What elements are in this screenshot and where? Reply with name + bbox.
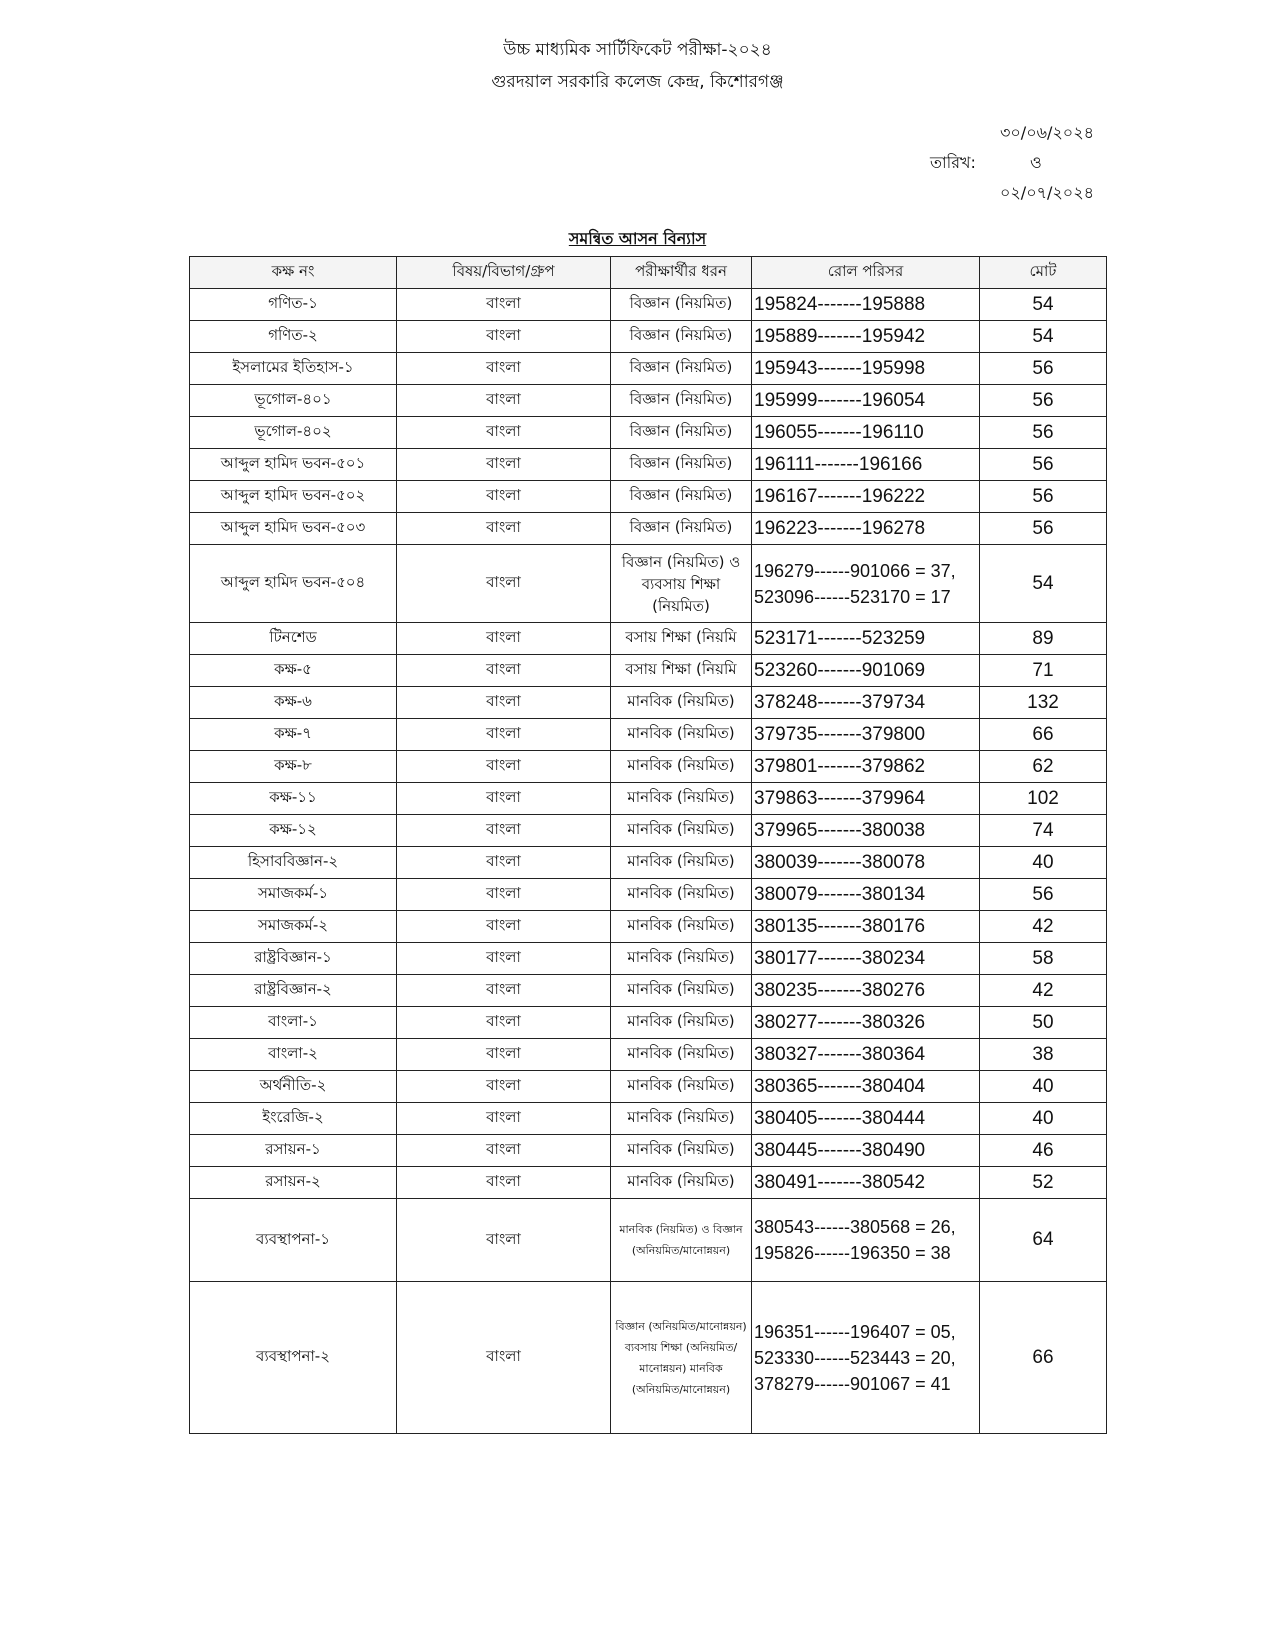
header-roll-range: রোল পরিসর <box>752 257 980 289</box>
total-cell: 56 <box>980 417 1107 449</box>
total-cell: 42 <box>980 975 1107 1007</box>
subject-cell: বাংলা <box>397 1199 611 1282</box>
subject-cell: বাংলা <box>397 911 611 943</box>
type-cell: মানবিক (নিয়মিত) <box>611 1103 752 1135</box>
room-cell: ভূগোল-৪০২ <box>190 417 397 449</box>
room-cell: রসায়ন-১ <box>190 1135 397 1167</box>
roll-cell: 380039-------380078 <box>752 847 980 879</box>
table-row <box>190 449 1107 481</box>
total-cell: 66 <box>980 719 1107 751</box>
table-row <box>190 545 1107 623</box>
total-cell: 89 <box>980 623 1107 655</box>
table-row <box>190 1007 1107 1039</box>
table-title <box>0 226 1275 253</box>
total-cell: 40 <box>980 847 1107 879</box>
roll-cell: 523260-------901069 <box>752 655 980 687</box>
header-room: কক্ষ নং <box>190 257 397 289</box>
room-cell: রাষ্ট্রবিজ্ঞান-২ <box>190 975 397 1007</box>
room-cell: ইসলামের ইতিহাস-১ <box>190 353 397 385</box>
roll-cell: 380135-------380176 <box>752 911 980 943</box>
roll-cell: 196111-------196166 <box>752 449 980 481</box>
roll-cell: 195824-------195888 <box>752 289 980 321</box>
roll-cell: 196351------196407 = 05, 523330------523443 = 20, 378279------901067 = 41 <box>752 1282 980 1434</box>
date-block <box>900 120 1100 200</box>
table-row <box>190 975 1107 1007</box>
roll-cell: 523171-------523259 <box>752 623 980 655</box>
type-cell: বসায় শিক্ষা (নিয়মি <box>611 655 752 687</box>
room-cell: গণিত-২ <box>190 321 397 353</box>
subject-cell: বাংলা <box>397 1282 611 1434</box>
total-cell: 42 <box>980 911 1107 943</box>
roll-cell: 196055-------196110 <box>752 417 980 449</box>
subject-cell: বাংলা <box>397 1007 611 1039</box>
total-cell: 52 <box>980 1167 1107 1199</box>
table-row <box>190 1135 1107 1167</box>
table-row <box>190 879 1107 911</box>
total-cell: 54 <box>980 321 1107 353</box>
room-cell: আব্দুল হামিদ ভবন-৫০২ <box>190 481 397 513</box>
subject-cell: বাংলা <box>397 751 611 783</box>
table-row <box>190 911 1107 943</box>
date-first: ৩০/০৬/২০২৪ <box>1000 123 1094 142</box>
type-cell: মানবিক (নিয়মিত) <box>611 783 752 815</box>
total-cell: 56 <box>980 481 1107 513</box>
total-cell: 40 <box>980 1071 1107 1103</box>
type-cell: মানবিক (নিয়মিত) <box>611 687 752 719</box>
room-cell: ব্যবস্থাপনা-২ <box>190 1282 397 1434</box>
total-cell: 132 <box>980 687 1107 719</box>
total-cell: 62 <box>980 751 1107 783</box>
roll-cell: 196279------901066 = 37, 523096------523170 = 17 <box>752 545 980 623</box>
room-cell: বাংলা-২ <box>190 1039 397 1071</box>
table-row <box>190 417 1107 449</box>
subject-cell: বাংলা <box>397 719 611 751</box>
subject-cell: বাংলা <box>397 1103 611 1135</box>
exam-title: উচ্চ মাধ্যমিক সার্টিফিকেট পরীক্ষা-২০২৪ <box>503 40 772 60</box>
type-cell: মানবিক (নিয়মিত) <box>611 879 752 911</box>
subject-cell: বাংলা <box>397 289 611 321</box>
roll-cell: 380235-------380276 <box>752 975 980 1007</box>
room-cell: সমাজকর্ম-২ <box>190 911 397 943</box>
table-row <box>190 687 1107 719</box>
total-cell: 56 <box>980 353 1107 385</box>
table-header-row <box>190 257 1107 289</box>
table-row <box>190 1167 1107 1199</box>
type-cell: মানবিক (নিয়মিত) <box>611 1135 752 1167</box>
document-header <box>0 36 1275 96</box>
room-cell: টিনশেড <box>190 623 397 655</box>
roll-cell: 379801-------379862 <box>752 751 980 783</box>
type-cell: বিজ্ঞান (নিয়মিত) <box>611 321 752 353</box>
room-cell: সমাজকর্ম-১ <box>190 879 397 911</box>
table-row <box>190 751 1107 783</box>
subject-cell: বাংলা <box>397 783 611 815</box>
type-cell: বসায় শিক্ষা (নিয়মি <box>611 623 752 655</box>
date-conjunction: ও <box>1030 153 1042 172</box>
roll-cell: 378248-------379734 <box>752 687 980 719</box>
type-cell: মানবিক (নিয়মিত) <box>611 1167 752 1199</box>
roll-cell: 195999-------196054 <box>752 385 980 417</box>
type-cell: বিজ্ঞান (নিয়মিত) <box>611 417 752 449</box>
total-cell: 38 <box>980 1039 1107 1071</box>
room-cell: অর্থনীতি-২ <box>190 1071 397 1103</box>
total-cell: 46 <box>980 1135 1107 1167</box>
subject-cell: বাংলা <box>397 513 611 545</box>
subject-cell: বাংলা <box>397 815 611 847</box>
type-cell: বিজ্ঞান (নিয়মিত) ও ব্যবসায় শিক্ষা (নিয়মিত) <box>611 545 752 623</box>
subject-cell: বাংলা <box>397 975 611 1007</box>
roll-cell: 380177-------380234 <box>752 943 980 975</box>
type-cell: মানবিক (নিয়মিত) <box>611 1071 752 1103</box>
type-cell: বিজ্ঞান (নিয়মিত) <box>611 513 752 545</box>
subject-cell: বাংলা <box>397 321 611 353</box>
room-cell: ব্যবস্থাপনা-১ <box>190 1199 397 1282</box>
table-row <box>190 1071 1107 1103</box>
room-cell: আব্দুল হামিদ ভবন-৫০৩ <box>190 513 397 545</box>
center-name: গুরদয়াল সরকারি কলেজ কেন্দ্র, কিশোরগঞ্জ <box>491 72 784 92</box>
room-cell: ভূগোল-৪০১ <box>190 385 397 417</box>
type-cell: মানবিক (নিয়মিত) <box>611 1007 752 1039</box>
roll-cell: 196167-------196222 <box>752 481 980 513</box>
roll-cell: 195889-------195942 <box>752 321 980 353</box>
total-cell: 56 <box>980 513 1107 545</box>
subject-cell: বাংলা <box>397 1071 611 1103</box>
seat-plan-table <box>189 256 1107 1434</box>
date-second: ০২/০৭/২০২৪ <box>1000 183 1094 202</box>
subject-cell: বাংলা <box>397 385 611 417</box>
subject-cell: বাংলা <box>397 943 611 975</box>
type-cell: মানবিক (নিয়মিত) <box>611 719 752 751</box>
table-row <box>190 719 1107 751</box>
room-cell: কক্ষ-১১ <box>190 783 397 815</box>
roll-cell: 380405-------380444 <box>752 1103 980 1135</box>
type-cell: মানবিক (নিয়মিত) <box>611 975 752 1007</box>
table-title-text: সমন্বিত আসন বিন্যাস <box>568 229 707 248</box>
roll-cell: 379863-------379964 <box>752 783 980 815</box>
table-row <box>190 1103 1107 1135</box>
room-cell: হিসাববিজ্ঞান-২ <box>190 847 397 879</box>
roll-cell: 380543------380568 = 26, 195826------196350 = 38 <box>752 1199 980 1282</box>
total-cell: 64 <box>980 1199 1107 1282</box>
room-cell: কক্ষ-৮ <box>190 751 397 783</box>
header-total: মোট <box>980 257 1107 289</box>
date-label: তারিখ: <box>930 153 976 172</box>
roll-cell: 379965-------380038 <box>752 815 980 847</box>
total-cell: 56 <box>980 879 1107 911</box>
subject-cell: বাংলা <box>397 417 611 449</box>
room-cell: ইংরেজি-২ <box>190 1103 397 1135</box>
room-cell: গণিত-১ <box>190 289 397 321</box>
roll-cell: 196223-------196278 <box>752 513 980 545</box>
type-cell: মানবিক (নিয়মিত) <box>611 943 752 975</box>
total-cell: 50 <box>980 1007 1107 1039</box>
table-row <box>190 385 1107 417</box>
table-row <box>190 1199 1107 1282</box>
table-row <box>190 847 1107 879</box>
total-cell: 58 <box>980 943 1107 975</box>
roll-cell: 380491-------380542 <box>752 1167 980 1199</box>
roll-cell: 380365-------380404 <box>752 1071 980 1103</box>
subject-cell: বাংলা <box>397 623 611 655</box>
table-row <box>190 321 1107 353</box>
table-row <box>190 655 1107 687</box>
total-cell: 40 <box>980 1103 1107 1135</box>
table-row <box>190 783 1107 815</box>
table-row <box>190 289 1107 321</box>
subject-cell: বাংলা <box>397 1039 611 1071</box>
total-cell: 56 <box>980 449 1107 481</box>
table-row <box>190 513 1107 545</box>
roll-cell: 380277-------380326 <box>752 1007 980 1039</box>
roll-cell: 380445-------380490 <box>752 1135 980 1167</box>
roll-cell: 380079-------380134 <box>752 879 980 911</box>
type-cell: বিজ্ঞান (নিয়মিত) <box>611 385 752 417</box>
subject-cell: বাংলা <box>397 1167 611 1199</box>
total-cell: 71 <box>980 655 1107 687</box>
subject-cell: বাংলা <box>397 879 611 911</box>
type-cell: বিজ্ঞান (নিয়মিত) <box>611 289 752 321</box>
type-cell: বিজ্ঞান (অনিয়মিত/মানোন্নয়ন) ব্যবসায় শিক্ষা (অনিয়মিত/মানোন্নয়ন) মানবিক (অনিয়মিত/মানোন্নয়ন) <box>611 1282 752 1434</box>
table-row <box>190 481 1107 513</box>
subject-cell: বাংলা <box>397 1135 611 1167</box>
table-row <box>190 623 1107 655</box>
subject-cell: বাংলা <box>397 449 611 481</box>
type-cell: মানবিক (নিয়মিত) <box>611 751 752 783</box>
room-cell: রাষ্ট্রবিজ্ঞান-১ <box>190 943 397 975</box>
table-row <box>190 815 1107 847</box>
total-cell: 54 <box>980 289 1107 321</box>
type-cell: মানবিক (নিয়মিত) <box>611 1039 752 1071</box>
subject-cell: বাংলা <box>397 353 611 385</box>
type-cell: মানবিক (নিয়মিত) <box>611 815 752 847</box>
table-row <box>190 1039 1107 1071</box>
type-cell: বিজ্ঞান (নিয়মিত) <box>611 449 752 481</box>
room-cell: আব্দুল হামিদ ভবন-৫০১ <box>190 449 397 481</box>
total-cell: 56 <box>980 385 1107 417</box>
room-cell: রসায়ন-২ <box>190 1167 397 1199</box>
type-cell: মানবিক (নিয়মিত) ও বিজ্ঞান (অনিয়মিত/মানোন্নয়ন) <box>611 1199 752 1282</box>
total-cell: 74 <box>980 815 1107 847</box>
table-row <box>190 943 1107 975</box>
room-cell: কক্ষ-৫ <box>190 655 397 687</box>
subject-cell: বাংলা <box>397 847 611 879</box>
table-row <box>190 1282 1107 1434</box>
header-examinee-type: পরীক্ষার্থীর ধরন <box>611 257 752 289</box>
type-cell: বিজ্ঞান (নিয়মিত) <box>611 353 752 385</box>
room-cell: কক্ষ-৬ <box>190 687 397 719</box>
subject-cell: বাংলা <box>397 687 611 719</box>
room-cell: বাংলা-১ <box>190 1007 397 1039</box>
type-cell: মানবিক (নিয়মিত) <box>611 847 752 879</box>
roll-cell: 380327-------380364 <box>752 1039 980 1071</box>
room-cell: কক্ষ-১২ <box>190 815 397 847</box>
header-subject: বিষয়/বিভাগ/গ্রুপ <box>397 257 611 289</box>
type-cell: মানবিক (নিয়মিত) <box>611 911 752 943</box>
total-cell: 66 <box>980 1282 1107 1434</box>
subject-cell: বাংলা <box>397 655 611 687</box>
room-cell: আব্দুল হামিদ ভবন-৫০৪ <box>190 545 397 623</box>
table-row <box>190 353 1107 385</box>
type-cell: বিজ্ঞান (নিয়মিত) <box>611 481 752 513</box>
room-cell: কক্ষ-৭ <box>190 719 397 751</box>
total-cell: 102 <box>980 783 1107 815</box>
total-cell: 54 <box>980 545 1107 623</box>
subject-cell: বাংলা <box>397 545 611 623</box>
subject-cell: বাংলা <box>397 481 611 513</box>
roll-cell: 379735-------379800 <box>752 719 980 751</box>
roll-cell: 195943-------195998 <box>752 353 980 385</box>
